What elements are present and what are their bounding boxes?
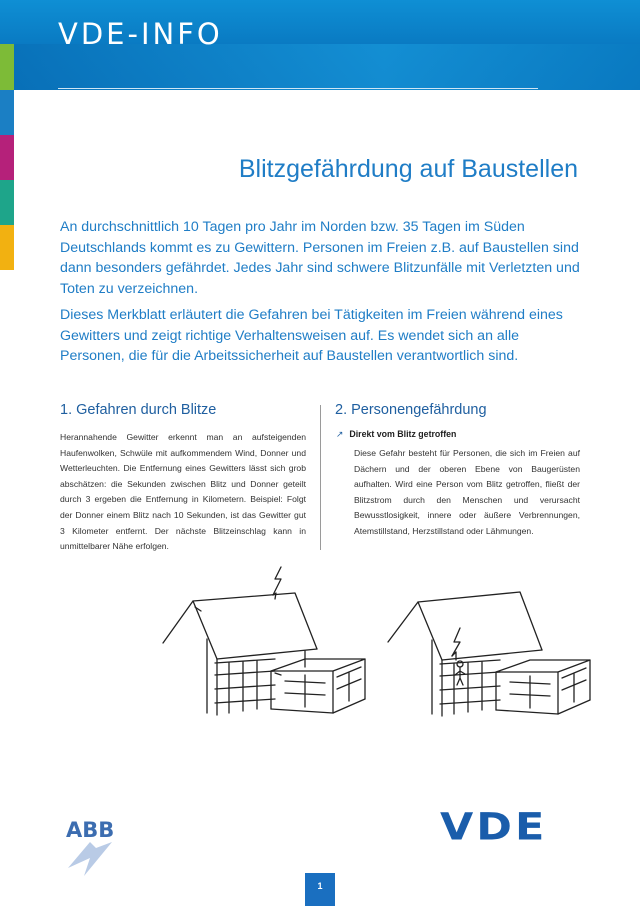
color-strip-blue bbox=[0, 90, 14, 135]
header-bar bbox=[0, 0, 640, 90]
page-number: 1 bbox=[305, 873, 335, 906]
section-2-text: Diese Gefahr besteht für Personen, die sich im Freien auf Dächern und der oberen Ebene von Baugerüsten aufhalten. Wird eine Person vom Blitz getroffen, fließt der Blitzstrom durch den Menschen und verursacht Bewusstlosigkeit, innere oder äußere Verbrennungen, Atemstillstand, Herzstillstand oder Lähmungen. bbox=[354, 448, 580, 536]
header-title: VDE-INFO bbox=[58, 17, 223, 51]
color-strip-green bbox=[0, 44, 14, 90]
house-lightning-roof-icon bbox=[155, 563, 370, 733]
section-1-title: 1. Gefahren durch Blitze bbox=[60, 402, 217, 418]
section-2-bullet-heading: Direkt vom Blitz getroffen bbox=[349, 429, 457, 439]
color-strip-teal bbox=[0, 180, 14, 225]
section-2-bullet bbox=[336, 429, 456, 440]
column-divider bbox=[320, 405, 321, 550]
intro-paragraph-1: An durchschnittlich 10 Tagen pro Jahr im Norden bzw. 35 Tagen im Süden Deutschlands kommt es zu Gewittern. Personen im Freien z.B. auf Baustellen sind dann besonders gefährdet. Jedes Jahr sind schwere Blitzunfälle mit Verletzten und Toten zu verzeichnen. bbox=[60, 219, 580, 297]
color-strip-magenta bbox=[0, 135, 14, 180]
intro-text bbox=[60, 217, 580, 373]
abb-logo-text: ABB bbox=[66, 818, 115, 842]
house-lightning-person-icon bbox=[380, 568, 595, 733]
lightning-arrow-icon: ↗ bbox=[336, 429, 344, 439]
color-strip-yellow bbox=[0, 225, 14, 270]
section-2-title: 2. Personengefährdung bbox=[335, 402, 487, 418]
section-1-text: Herannahende Gewitter erkennt man an aufsteigenden Haufenwolken, Schwüle mit aufkommendem Wind, Donner und Wetterleuchten. Die Entfernung eines Gewitters lässt sich grob abschätzen: die Sekunden zwischen Blitz und Donner geteilt durch 3 ergeben die Entfernung in Kilometern. Beispiel: Folgt der Donner einem Blitz nach 10 Sekunden, ist das Gewitter gut 3 Kilometer entfernt. Der nächste Blitzeinschlag kann in unmittelbarer Nähe erfolgen. bbox=[60, 432, 306, 552]
vde-logo: VDE bbox=[440, 806, 548, 849]
page-title: Blitzgefährdung auf Baustellen bbox=[238, 155, 578, 183]
abb-logo bbox=[60, 812, 130, 878]
intro-paragraph-2: Dieses Merkblatt erläutert die Gefahren bei Tätigkeiten im Freien während eines Gewitters und zeigt richtige Verhaltensweisen auf. Es wendet sich an alle Personen, die für die Arbeitssicherheit auf Baustellen verantwortlich sind. bbox=[60, 307, 563, 364]
header-rule bbox=[58, 88, 538, 89]
